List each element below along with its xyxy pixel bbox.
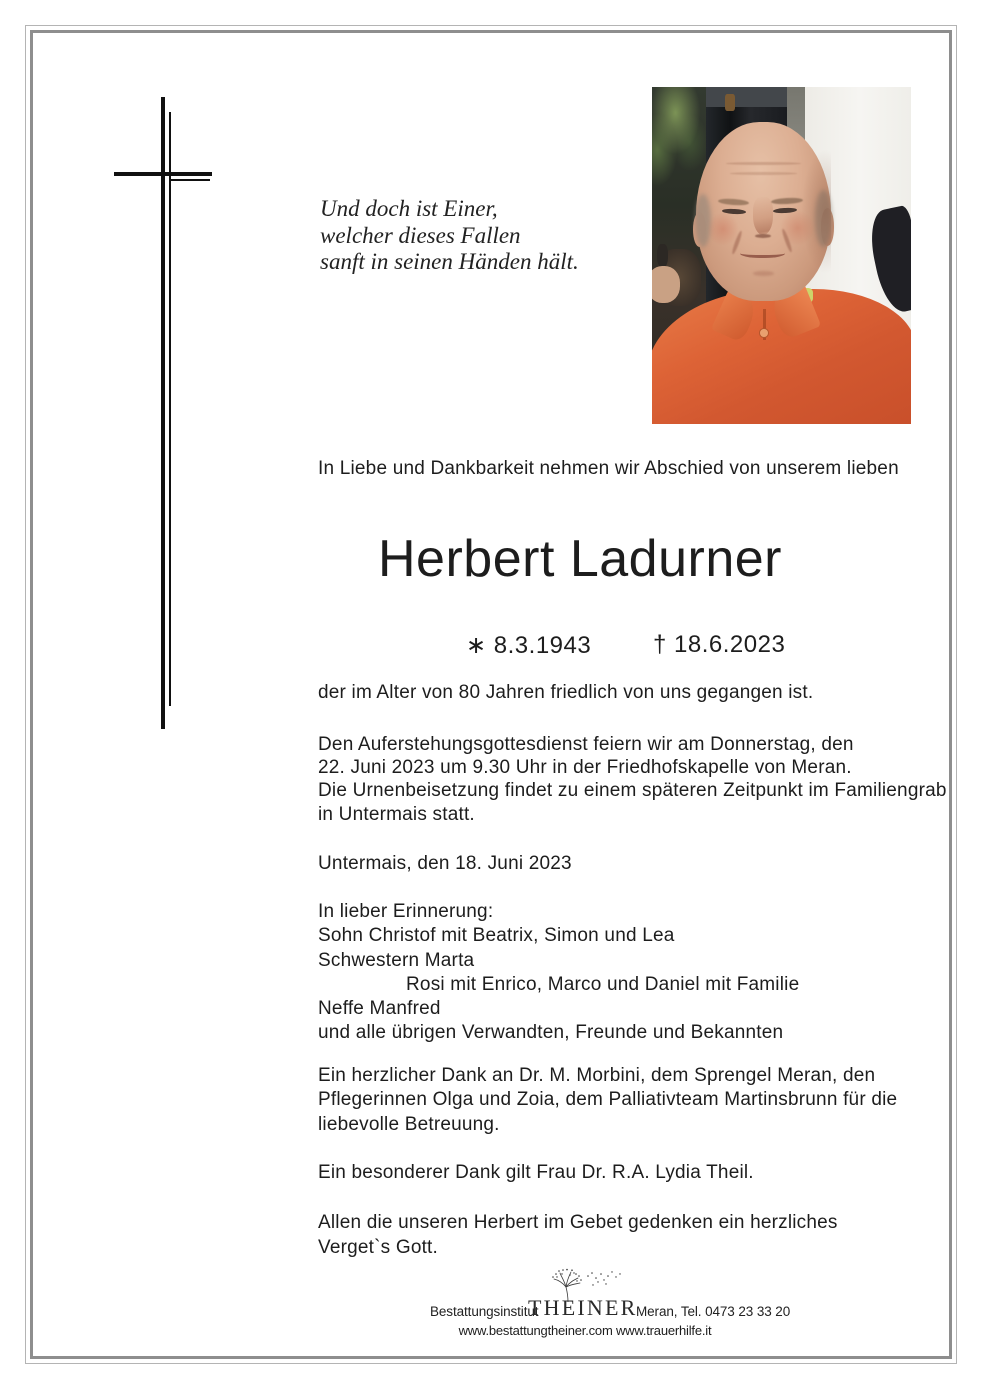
photo-nostrils [755,234,771,238]
prayer-paragraph [318,1211,838,1260]
footer-websites: www.bestattungtheiner.com www.trauerhilfe.it [458,1323,712,1338]
photo-chin-crease [753,271,775,276]
quote-line: welcher dieses Fallen [320,222,521,248]
family-line: Neffe Manfred [318,998,441,1020]
funeral-institute-brand: THEINER [528,1295,638,1320]
funeral-institute-label: Bestattungsinstitut [430,1304,539,1319]
photo-mouth [740,247,784,257]
photo-nose [753,197,773,235]
photo-door-lintel [706,87,786,107]
opening-quote [320,196,579,276]
service-line: in Untermais statt. [318,803,475,825]
death-date [653,631,785,659]
intro-line: In Liebe und Dankbarkeit nehmen wir Abschied von unserem lieben [318,458,899,479]
death-date-value: 18.6.2023 [674,631,786,658]
prayer-line: Verget`s Gott. [318,1236,439,1258]
remembrance-list [318,900,799,1046]
service-line: 22. Juni 2023 um 9.30 Uhr in der Friedhofskapelle von Meran. [318,757,852,779]
quote-line: Und doch ist Einer, [320,196,498,221]
birth-date [466,631,591,660]
family-line: Sohn Christof mit Beatrix, Simon und Lea [318,925,675,947]
photo-man-head [696,122,831,301]
special-thanks-line: Ein besonderer Dank gilt Frau Dr. R.A. Lydia Theil. [318,1162,754,1183]
deceased-name: Herbert Ladurner [378,530,782,588]
service-line: Den Auferstehungsgottesdienst feiern wir am Donnerstag, den [318,734,854,755]
photo-forehead-line [726,162,801,165]
family-line: Schwestern Marta [318,949,475,971]
thanks-line: Ein herzlicher Dank an Dr. M. Morbini, dem Sprengel Meran, den [318,1065,876,1086]
cross-horizontal-thin-line [171,179,210,181]
family-line-indented: Rosi mit Enrico, Marco und Daniel mit Familie [406,973,800,995]
photo-shirt-button [759,328,769,338]
photo-wristband [657,244,667,268]
photo-companion-hand [652,266,680,303]
service-line: Die Urnenbeisetzung findet zu einem späteren Zeitpunkt im Familiengrab [318,780,947,802]
thanks-paragraph [318,1064,897,1137]
funeral-institute-contact: Meran, Tel. 0473 23 33 20 [636,1304,791,1319]
place-date-line: Untermais, den 18. Juni 2023 [318,853,572,874]
thanks-line: Pflegerinnen Olga und Zoia, dem Palliativteam Martinsbrunn für die [318,1089,898,1111]
prayer-line: Allen die unseren Herbert im Gebet gedenken ein herzliches [318,1212,838,1233]
birth-star-icon: ∗ [466,632,487,659]
photo-cheek-left [707,212,739,246]
service-announcement [318,733,947,826]
cross-vertical-bar [161,97,165,729]
photo-door-detail [725,94,735,111]
death-cross-icon: † [653,631,667,658]
remembrance-heading: In lieber Erinnerung: [318,901,494,922]
portrait-photo [652,87,911,424]
age-line: der im Alter von 80 Jahren friedlich von uns gegangen ist. [318,682,814,703]
thanks-line: liebevolle Betreuung. [318,1113,500,1135]
birth-date-value: 8.3.1943 [493,632,592,659]
cross-horizontal-bar [114,172,212,176]
family-line: und alle übrigen Verwandten, Freunde und Bekannten [318,1022,784,1044]
quote-line: sanft in seinen Händen hält. [320,249,579,274]
cross-vertical-thin-line [169,112,171,706]
